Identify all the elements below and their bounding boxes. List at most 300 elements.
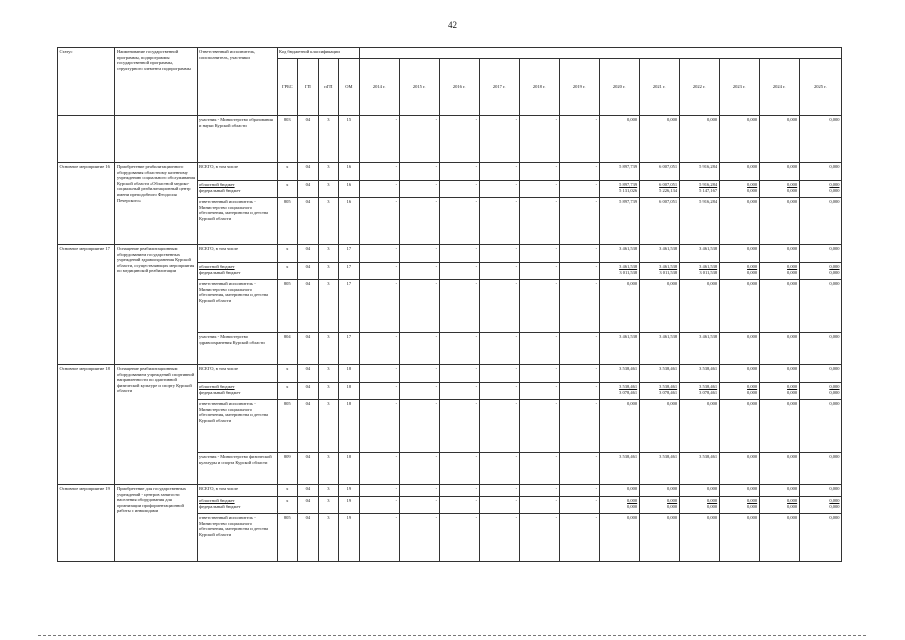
year-value-secondary: 0,000 bbox=[747, 503, 758, 509]
code-cell: 04 bbox=[298, 263, 319, 280]
year-value: 3 461,538 bbox=[659, 334, 678, 339]
year-value: 0,000 bbox=[787, 366, 798, 371]
executor-text-secondary: федеральный бюджет bbox=[199, 389, 241, 395]
year-value-cell bbox=[519, 400, 559, 453]
year-value-cell bbox=[519, 198, 559, 245]
year-value: 3 461,538 bbox=[619, 246, 638, 251]
year-value: 0,000 bbox=[829, 199, 840, 204]
year-value: - bbox=[395, 401, 398, 406]
code-cell: 04 bbox=[298, 181, 319, 198]
year-value-cell bbox=[559, 198, 599, 245]
year-value-cell bbox=[399, 365, 439, 383]
header-code-0: ГРБС bbox=[277, 59, 298, 116]
program-name-cell: Оснащение реабилитационным оборудованием учреждений спортивной направленности по адаптивной физической культуре и спорту Курской области bbox=[115, 365, 197, 485]
year-value: 3 538,461 bbox=[619, 384, 638, 389]
year-value: 3 461,538 bbox=[619, 334, 638, 339]
year-value: 0,000 bbox=[747, 454, 758, 459]
code-cell: 3 bbox=[318, 163, 339, 181]
year-value: - bbox=[475, 334, 478, 339]
year-value: 3 461,538 bbox=[619, 264, 638, 269]
year-value-cell bbox=[559, 383, 599, 400]
year-value: 3 461,538 bbox=[699, 246, 718, 251]
year-value-cell bbox=[679, 453, 719, 485]
year-value-cell bbox=[359, 485, 399, 497]
year-value: 0,000 bbox=[747, 182, 758, 187]
year-value-cell bbox=[479, 514, 519, 562]
program-name-cell: Приобретение реабилитационного оборудования областному казенному учреждению социального обслуживания Курской области «Областной медико-социальный реабилитационный центр имени преподобного Феодосия Печерского» bbox=[115, 163, 197, 245]
year-value: - bbox=[395, 454, 398, 459]
year-value: 0,000 bbox=[627, 498, 638, 503]
year-value: - bbox=[555, 486, 558, 491]
year-value-cell bbox=[759, 280, 799, 333]
status-cell: Основное мероприятие 18 bbox=[58, 365, 115, 485]
year-value-cell bbox=[759, 245, 799, 263]
year-value-cell bbox=[799, 453, 841, 485]
year-value: - bbox=[595, 334, 598, 339]
year-value-cell bbox=[519, 497, 559, 514]
code-cell: 18 bbox=[339, 383, 360, 400]
year-value: 0,000 bbox=[747, 334, 758, 339]
code-cell: 805 bbox=[277, 400, 298, 453]
year-value: 0,000 bbox=[707, 281, 718, 286]
year-value-cell bbox=[679, 365, 719, 383]
header-year-1: 2015 г. bbox=[399, 59, 439, 116]
year-value: - bbox=[435, 117, 438, 122]
year-value: 5 897,739 bbox=[619, 182, 638, 187]
year-value: 6 007,051 bbox=[659, 164, 678, 169]
budget-table bbox=[57, 47, 842, 562]
code-cell: х bbox=[277, 181, 298, 198]
year-value: - bbox=[395, 264, 398, 269]
year-value: - bbox=[515, 281, 518, 286]
executor-cell bbox=[197, 365, 277, 383]
year-value-cell bbox=[359, 198, 399, 245]
year-value: 3 461,538 bbox=[699, 334, 718, 339]
year-value: - bbox=[435, 246, 438, 251]
executor-text: ответственный исполнитель - Министерство социального обеспечения, материнства и детства Курской области bbox=[199, 199, 269, 221]
year-value-cell bbox=[479, 163, 519, 181]
code-cell: 04 bbox=[298, 400, 319, 453]
code-cell: 3 bbox=[318, 198, 339, 245]
year-value-cell bbox=[399, 280, 439, 333]
year-value-cell bbox=[559, 280, 599, 333]
year-value-cell bbox=[679, 198, 719, 245]
header-year-6: 2020 г. bbox=[599, 59, 639, 116]
header-year-7: 2021 г. bbox=[639, 59, 679, 116]
executor-cell bbox=[197, 280, 277, 333]
year-value: - bbox=[475, 117, 478, 122]
year-value: 0,000 bbox=[829, 246, 840, 251]
year-value-cell bbox=[439, 514, 479, 562]
year-value-cell bbox=[559, 453, 599, 485]
code-cell: 805 bbox=[277, 280, 298, 333]
year-value: 0,000 bbox=[747, 199, 758, 204]
year-value: - bbox=[435, 199, 438, 204]
year-value-cell bbox=[719, 263, 759, 280]
year-value: - bbox=[395, 281, 398, 286]
header-status: Статус bbox=[58, 48, 115, 116]
year-value-cell bbox=[759, 333, 799, 365]
year-value: - bbox=[515, 246, 518, 251]
year-value-cell bbox=[399, 485, 439, 497]
year-value-cell bbox=[519, 245, 559, 263]
year-value-cell bbox=[519, 163, 559, 181]
year-value-cell bbox=[599, 383, 639, 400]
year-value-secondary: 5 147,167 bbox=[699, 187, 718, 193]
year-value-cell bbox=[439, 365, 479, 383]
year-value-cell bbox=[599, 365, 639, 383]
code-cell: 19 bbox=[339, 514, 360, 562]
year-value-cell bbox=[719, 333, 759, 365]
year-value: - bbox=[515, 486, 518, 491]
year-value-cell bbox=[759, 163, 799, 181]
code-cell: 17 bbox=[339, 280, 360, 333]
year-value-cell bbox=[679, 383, 719, 400]
year-value-cell bbox=[759, 263, 799, 280]
year-value-cell bbox=[479, 116, 519, 163]
year-value-cell bbox=[719, 400, 759, 453]
code-cell: 16 bbox=[339, 181, 360, 198]
year-value-cell bbox=[439, 333, 479, 365]
year-value-cell bbox=[719, 497, 759, 514]
code-cell: х bbox=[277, 163, 298, 181]
code-cell: 19 bbox=[339, 497, 360, 514]
executor-text: ВСЕГО, в том числе bbox=[199, 164, 238, 169]
year-value-cell bbox=[599, 497, 639, 514]
year-value: - bbox=[395, 199, 398, 204]
year-value: - bbox=[595, 182, 598, 187]
year-value-cell bbox=[719, 383, 759, 400]
code-cell: 19 bbox=[339, 485, 360, 497]
year-value: 0,000 bbox=[787, 486, 798, 491]
year-value: 0,000 bbox=[747, 366, 758, 371]
year-value: 0,000 bbox=[707, 486, 718, 491]
year-value: - bbox=[595, 199, 598, 204]
year-value-secondary: 5 226,134 bbox=[659, 187, 678, 193]
code-cell: 04 bbox=[298, 453, 319, 485]
code-cell: 18 bbox=[339, 365, 360, 383]
year-value-cell bbox=[399, 116, 439, 163]
year-value-cell bbox=[719, 485, 759, 497]
code-cell: 3 bbox=[318, 333, 339, 365]
year-value: 0,000 bbox=[787, 281, 798, 286]
year-value-cell bbox=[479, 181, 519, 198]
year-value-cell bbox=[479, 485, 519, 497]
year-value: - bbox=[475, 515, 478, 520]
code-cell: 18 bbox=[339, 400, 360, 453]
year-value: 0,000 bbox=[747, 486, 758, 491]
year-value-cell bbox=[479, 400, 519, 453]
year-value: 3 461,538 bbox=[659, 264, 678, 269]
code-cell: 04 bbox=[298, 163, 319, 181]
year-value: 0,000 bbox=[667, 401, 678, 406]
year-value-secondary: 0,000 bbox=[627, 503, 638, 509]
year-value: 0,000 bbox=[829, 264, 840, 269]
year-value-cell bbox=[799, 181, 841, 198]
year-value-cell bbox=[559, 163, 599, 181]
year-value-secondary: 3 078,461 bbox=[619, 389, 638, 395]
year-value: 0,000 bbox=[787, 384, 798, 389]
year-value-cell bbox=[439, 163, 479, 181]
year-value-cell bbox=[639, 453, 679, 485]
year-value: 3 461,538 bbox=[659, 246, 678, 251]
year-value-cell bbox=[479, 383, 519, 400]
year-value-cell bbox=[479, 280, 519, 333]
code-cell: 3 bbox=[318, 485, 339, 497]
year-value-cell bbox=[519, 280, 559, 333]
year-value-secondary: 3 011,538 bbox=[619, 269, 638, 275]
code-cell: 04 bbox=[298, 383, 319, 400]
year-value-cell bbox=[679, 181, 719, 198]
code-cell: 3 bbox=[318, 383, 339, 400]
code-cell: х bbox=[277, 485, 298, 497]
year-value-cell bbox=[599, 163, 639, 181]
year-value-secondary: 0,000 bbox=[747, 187, 758, 193]
code-cell: 17 bbox=[339, 333, 360, 365]
year-value: - bbox=[555, 281, 558, 286]
year-value-secondary: 0,000 bbox=[829, 503, 840, 509]
year-value-cell bbox=[519, 453, 559, 485]
year-value: - bbox=[555, 498, 558, 503]
code-cell: 04 bbox=[298, 333, 319, 365]
code-cell: 04 bbox=[298, 245, 319, 263]
year-value-cell bbox=[359, 514, 399, 562]
year-value-secondary: 0,000 bbox=[787, 389, 798, 395]
year-value-cell bbox=[719, 365, 759, 383]
year-value-cell bbox=[639, 333, 679, 365]
year-value-cell bbox=[639, 400, 679, 453]
year-value-cell bbox=[359, 245, 399, 263]
code-cell: 17 bbox=[339, 263, 360, 280]
year-value: 0,000 bbox=[707, 515, 718, 520]
year-value: 0,000 bbox=[829, 401, 840, 406]
executor-cell bbox=[197, 497, 277, 514]
executor-cell bbox=[197, 400, 277, 453]
year-value-cell bbox=[439, 383, 479, 400]
year-value: 6 007,051 bbox=[659, 182, 678, 187]
year-value: - bbox=[595, 486, 598, 491]
year-value: 3 538,461 bbox=[659, 454, 678, 459]
year-value: - bbox=[595, 384, 598, 389]
header-year-5: 2019 г. bbox=[559, 59, 599, 116]
year-value: - bbox=[395, 246, 398, 251]
executor-text: областной бюджет bbox=[199, 384, 235, 389]
code-cell: 15 bbox=[339, 116, 360, 163]
year-value: 0,000 bbox=[829, 334, 840, 339]
year-value: 0,000 bbox=[787, 401, 798, 406]
code-cell: 04 bbox=[298, 280, 319, 333]
executor-text: ВСЕГО, в том числе bbox=[199, 486, 238, 491]
year-value: 0,000 bbox=[787, 498, 798, 503]
executor-cell bbox=[197, 198, 277, 245]
year-value-cell bbox=[719, 514, 759, 562]
year-value: 0,000 bbox=[829, 182, 840, 187]
year-value-cell bbox=[639, 514, 679, 562]
year-value-cell bbox=[439, 485, 479, 497]
code-cell: 3 bbox=[318, 365, 339, 383]
year-value: 0,000 bbox=[829, 366, 840, 371]
year-value: - bbox=[395, 117, 398, 122]
year-value-cell bbox=[559, 514, 599, 562]
year-value: 0,000 bbox=[829, 454, 840, 459]
code-cell: 16 bbox=[339, 163, 360, 181]
year-value-cell bbox=[599, 485, 639, 497]
year-value-cell bbox=[719, 181, 759, 198]
status-cell: Основное мероприятие 17 bbox=[58, 245, 115, 365]
year-value-secondary: 0,000 bbox=[787, 503, 798, 509]
year-value-cell bbox=[479, 198, 519, 245]
code-cell: 04 bbox=[298, 116, 319, 163]
year-value: - bbox=[435, 264, 438, 269]
year-value: 0,000 bbox=[787, 164, 798, 169]
year-value-cell bbox=[399, 453, 439, 485]
year-value-cell bbox=[799, 383, 841, 400]
year-value: 3 538,461 bbox=[659, 366, 678, 371]
header-year-3: 2017 г. bbox=[479, 59, 519, 116]
year-value-cell bbox=[679, 263, 719, 280]
year-value-cell bbox=[399, 263, 439, 280]
year-value-cell bbox=[439, 497, 479, 514]
table-row bbox=[58, 245, 842, 263]
year-value: - bbox=[395, 182, 398, 187]
year-value-cell bbox=[399, 181, 439, 198]
year-value: - bbox=[395, 498, 398, 503]
year-value-cell bbox=[679, 245, 719, 263]
year-value: - bbox=[555, 401, 558, 406]
year-value-cell bbox=[359, 116, 399, 163]
year-value-cell bbox=[679, 333, 719, 365]
year-value-cell bbox=[639, 383, 679, 400]
year-value: 0,000 bbox=[707, 401, 718, 406]
executor-cell bbox=[197, 453, 277, 485]
year-value-cell bbox=[439, 400, 479, 453]
year-value: 3 538,461 bbox=[619, 454, 638, 459]
year-value-cell bbox=[399, 333, 439, 365]
year-value: 0,000 bbox=[787, 246, 798, 251]
code-cell: 3 bbox=[318, 263, 339, 280]
year-value-cell bbox=[479, 497, 519, 514]
year-value-cell bbox=[639, 116, 679, 163]
year-value: - bbox=[595, 454, 598, 459]
year-value-cell bbox=[599, 400, 639, 453]
year-value-cell bbox=[439, 181, 479, 198]
header-code-2: пГП bbox=[318, 59, 339, 116]
code-cell: 3 bbox=[318, 280, 339, 333]
header-years-group bbox=[359, 48, 841, 59]
code-cell: 3 bbox=[318, 453, 339, 485]
year-value-secondary: 3 011,538 bbox=[699, 269, 718, 275]
year-value: 0,000 bbox=[787, 515, 798, 520]
year-value-cell bbox=[799, 514, 841, 562]
year-value: 0,000 bbox=[787, 182, 798, 187]
year-value: 3 538,461 bbox=[699, 384, 718, 389]
year-value-cell bbox=[799, 116, 841, 163]
year-value-cell bbox=[479, 365, 519, 383]
year-value: 0,000 bbox=[747, 246, 758, 251]
executor-cell bbox=[197, 181, 277, 198]
year-value-cell bbox=[639, 245, 679, 263]
year-value: 3 538,461 bbox=[659, 384, 678, 389]
year-value-cell bbox=[679, 485, 719, 497]
year-value-cell bbox=[799, 485, 841, 497]
year-value: - bbox=[555, 264, 558, 269]
year-value-secondary: 0,000 bbox=[747, 389, 758, 395]
year-value: - bbox=[475, 454, 478, 459]
year-value: - bbox=[475, 384, 478, 389]
year-value: 0,000 bbox=[627, 515, 638, 520]
year-value: - bbox=[595, 281, 598, 286]
year-value: - bbox=[395, 366, 398, 371]
year-value: - bbox=[435, 384, 438, 389]
year-value: 5 916,284 bbox=[699, 182, 718, 187]
year-value: - bbox=[515, 264, 518, 269]
year-value-cell bbox=[519, 383, 559, 400]
year-value: - bbox=[475, 246, 478, 251]
year-value: 0,000 bbox=[747, 401, 758, 406]
year-value: 3 461,538 bbox=[699, 264, 718, 269]
year-value: - bbox=[475, 498, 478, 503]
code-cell: 805 bbox=[277, 514, 298, 562]
year-value: - bbox=[555, 384, 558, 389]
code-cell: 3 bbox=[318, 514, 339, 562]
code-cell: 16 bbox=[339, 198, 360, 245]
table-row bbox=[58, 485, 842, 497]
year-value: 0,000 bbox=[787, 334, 798, 339]
year-value-cell bbox=[799, 400, 841, 453]
year-value: - bbox=[515, 334, 518, 339]
year-value: 0,000 bbox=[787, 199, 798, 204]
year-value-cell bbox=[639, 485, 679, 497]
year-value: - bbox=[595, 164, 598, 169]
year-value: - bbox=[595, 117, 598, 122]
year-value-cell bbox=[519, 514, 559, 562]
year-value-secondary: 0,000 bbox=[747, 269, 758, 275]
year-value: - bbox=[555, 117, 558, 122]
year-value-secondary: 0,000 bbox=[787, 187, 798, 193]
code-cell: 18 bbox=[339, 453, 360, 485]
year-value-cell bbox=[639, 280, 679, 333]
year-value-cell bbox=[679, 400, 719, 453]
year-value-cell bbox=[719, 280, 759, 333]
table-row bbox=[58, 163, 842, 181]
year-value: - bbox=[515, 515, 518, 520]
header-year-0: 2014 г. bbox=[359, 59, 399, 116]
year-value-cell bbox=[599, 453, 639, 485]
year-value: - bbox=[475, 199, 478, 204]
year-value-cell bbox=[639, 163, 679, 181]
year-value: 0,000 bbox=[829, 117, 840, 122]
year-value-cell bbox=[519, 485, 559, 497]
year-value-cell bbox=[759, 514, 799, 562]
code-cell: 805 bbox=[277, 198, 298, 245]
year-value: 3 538,461 bbox=[619, 366, 638, 371]
year-value-cell bbox=[599, 181, 639, 198]
bottom-rule bbox=[38, 635, 866, 636]
year-value-secondary: 3 011,538 bbox=[659, 269, 678, 275]
year-value: - bbox=[395, 486, 398, 491]
year-value-cell bbox=[799, 198, 841, 245]
year-value-cell bbox=[759, 116, 799, 163]
executor-cell bbox=[197, 333, 277, 365]
year-value: - bbox=[475, 182, 478, 187]
year-value-cell bbox=[359, 365, 399, 383]
year-value-cell bbox=[519, 181, 559, 198]
header-year-11: 2025 г. bbox=[799, 59, 841, 116]
header-year-9: 2023 г. bbox=[719, 59, 759, 116]
year-value: - bbox=[555, 454, 558, 459]
year-value-cell bbox=[679, 163, 719, 181]
code-cell: 803 bbox=[277, 116, 298, 163]
